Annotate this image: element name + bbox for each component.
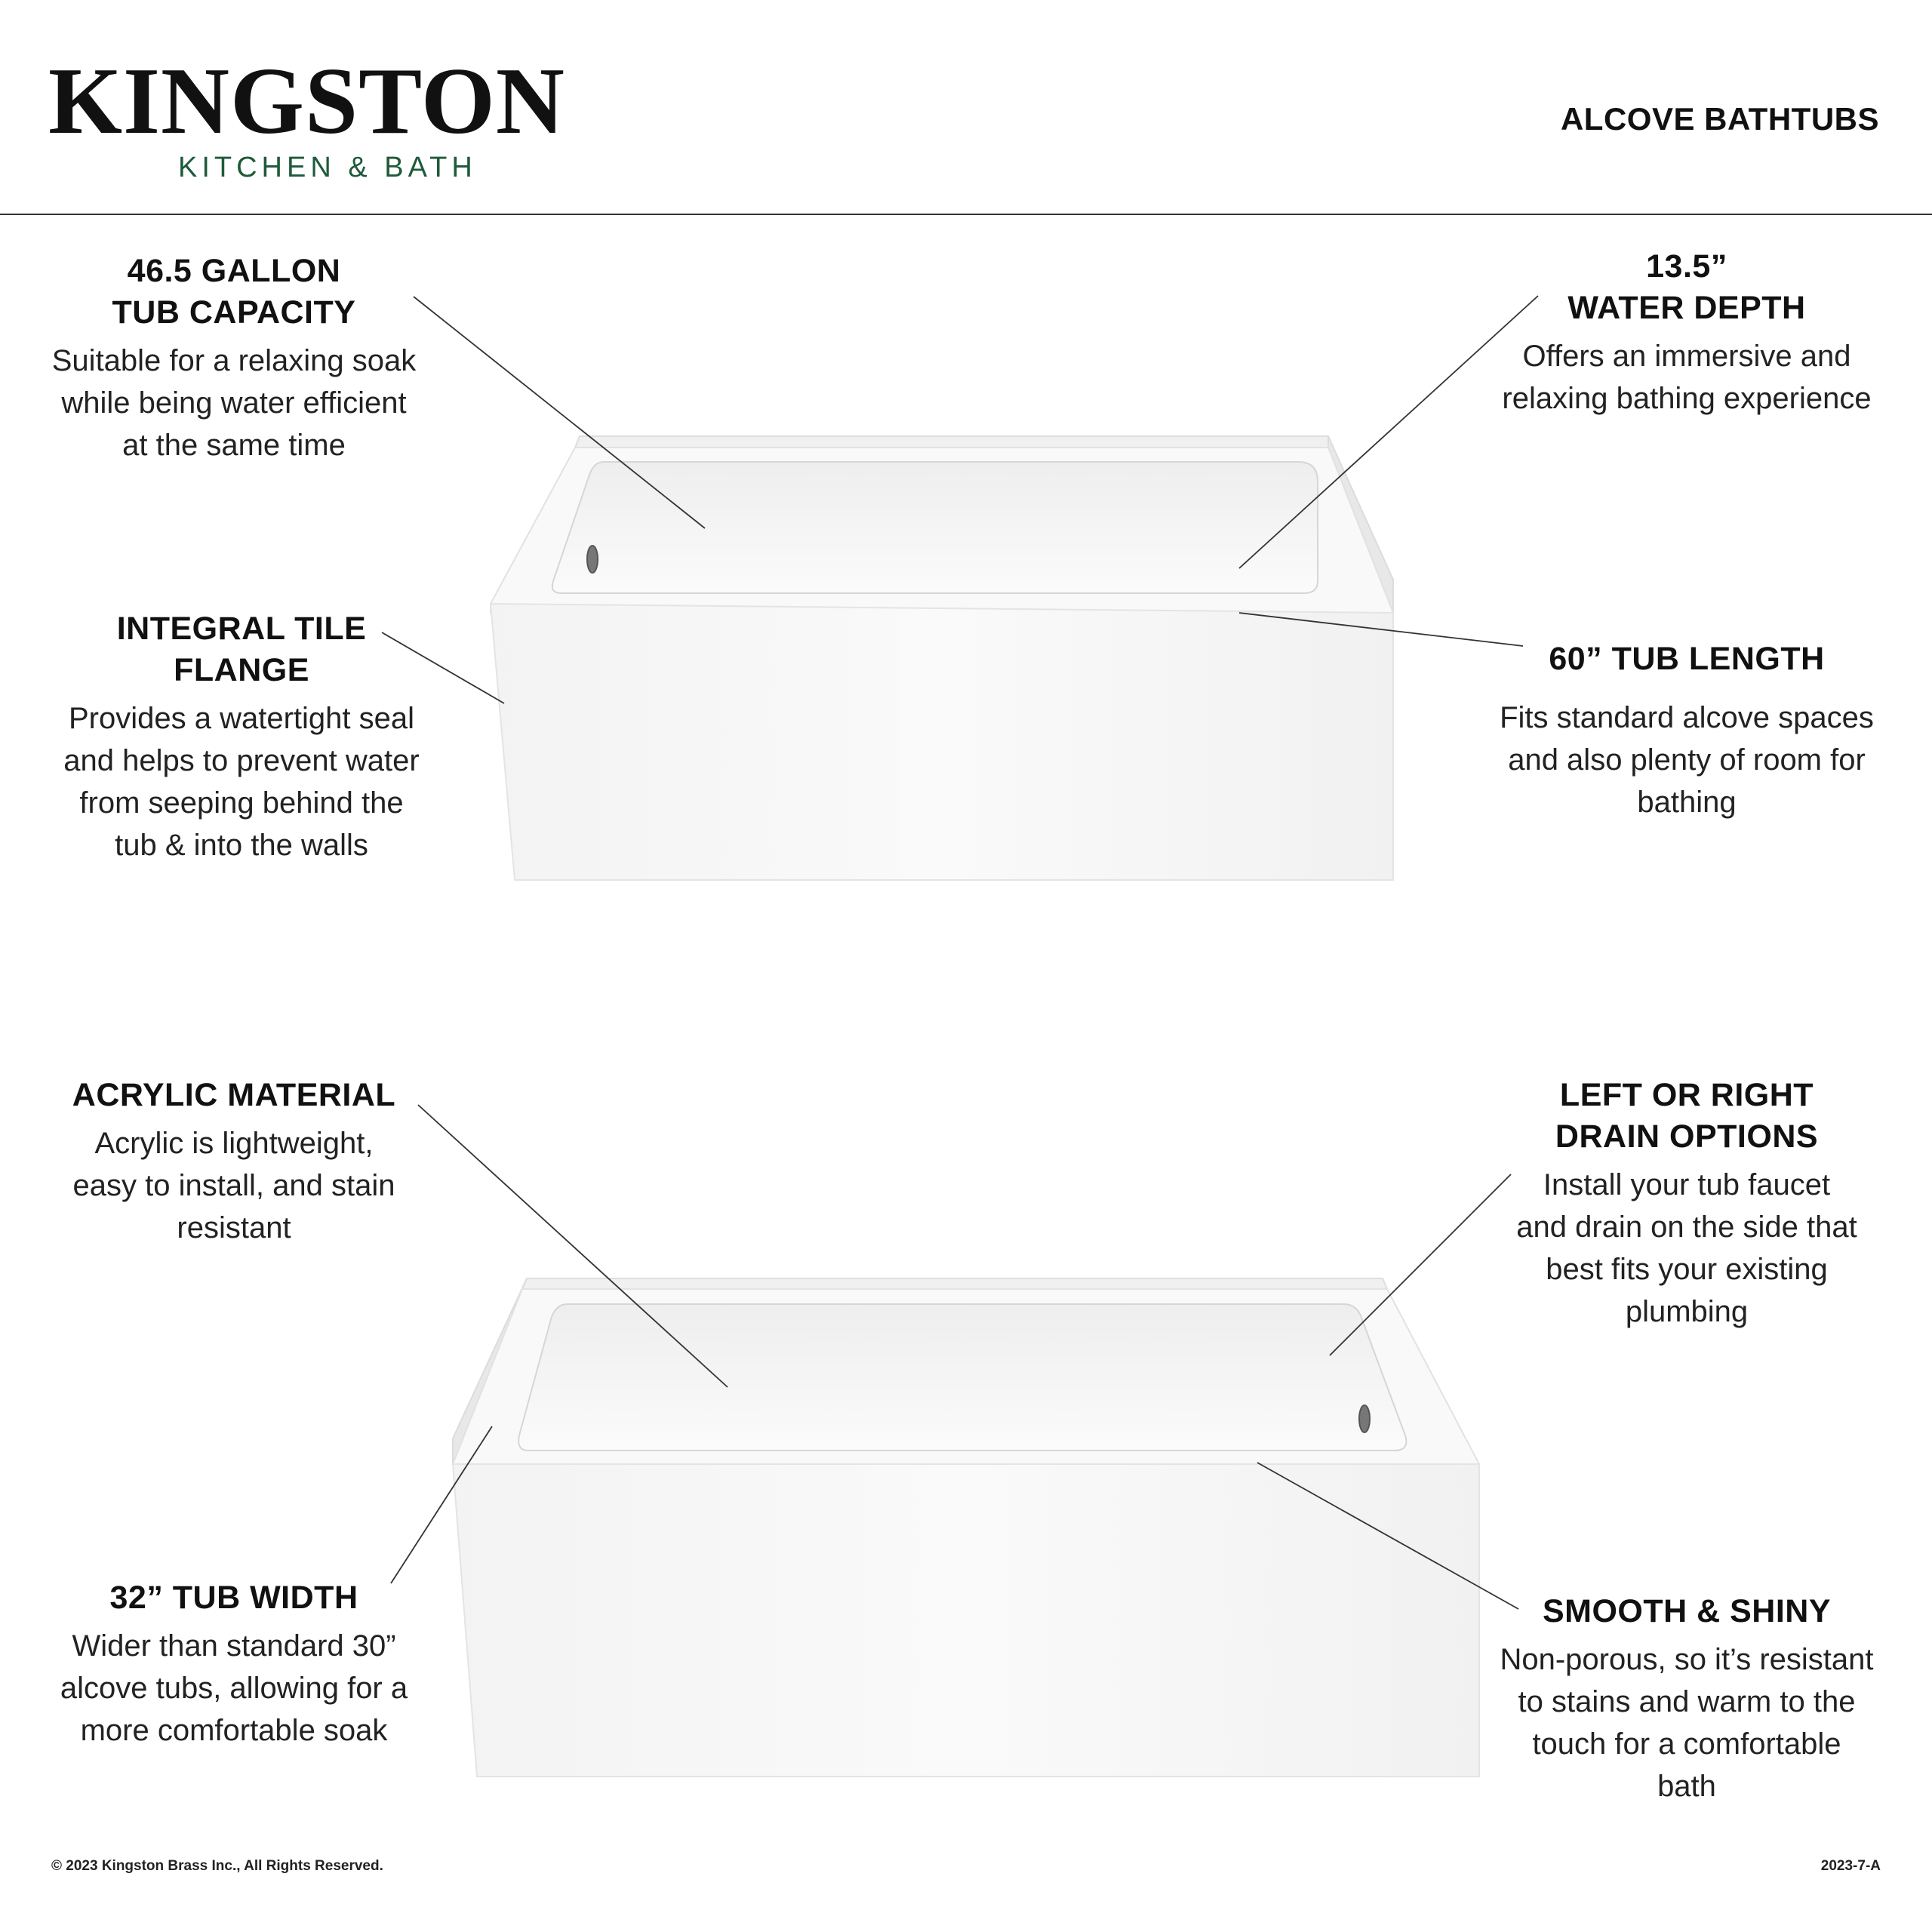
callout-title: 60” TUB LENGTH <box>1549 641 1825 677</box>
bathtub-right-drain <box>453 1278 1479 1777</box>
callout-description: Fits standard alcove spaces and also plenty of room for bathing <box>1500 701 1874 819</box>
callout-description: Wider than standard 30” alcove tubs, allowing for a more comfortable soak <box>60 1629 408 1747</box>
callout-description: Acrylic is lightweight, easy to install, and stain resistant <box>72 1127 395 1244</box>
copyright-notice: © 2023 Kingston Brass Inc., All Rights Reserved. <box>51 1858 383 1874</box>
callout-title: 46.5 GALLON <box>127 253 341 289</box>
callout-title: ACRYLIC MATERIAL <box>72 1077 396 1113</box>
callout-title: TUB CAPACITY <box>112 294 356 331</box>
callout-title: SMOOTH & SHINY <box>1542 1593 1832 1629</box>
bathtub-left-drain <box>491 436 1393 880</box>
callout-description: Provides a watertight seal and helps to prevent water from seeping behind the tub & into the walls <box>63 702 420 862</box>
callout-drain-options <box>1479 1075 1894 1333</box>
callout-title: INTEGRAL TILE <box>116 611 367 647</box>
callout-description: Suitable for a relaxing soak while being water efficient at the same time <box>51 344 417 462</box>
callout-tub-capacity <box>45 251 423 466</box>
brand-logo: KINGSTON <box>48 49 565 154</box>
callout-description: Non-porous, so it’s resistant to stains and warm to the touch for a comfortable bath <box>1500 1643 1874 1803</box>
callout-title: 13.5” <box>1646 248 1727 285</box>
document-code: 2023-7-A <box>1820 1858 1881 1874</box>
drain-overflow-icon <box>587 546 598 573</box>
page-category: ALCOVE BATHTUBS <box>1560 101 1879 137</box>
callout-title: FLANGE <box>174 652 309 688</box>
callout-smooth-shiny <box>1479 1591 1894 1807</box>
callout-tub-width <box>45 1577 423 1752</box>
drain-overflow-icon <box>1359 1405 1370 1432</box>
brand-tagline: KITCHEN & BATH <box>178 152 477 183</box>
callout-tile-flange <box>45 608 438 866</box>
callout-title: 32” TUB WIDTH <box>109 1580 358 1616</box>
callout-description: Install your tub faucet and drain on the side that best fits your existing plumbing <box>1516 1168 1857 1328</box>
callout-description: Offers an immersive and relaxing bathing experience <box>1502 340 1872 415</box>
callout-water-depth <box>1479 246 1894 420</box>
callout-title: LEFT OR RIGHT <box>1559 1077 1814 1113</box>
callout-title: WATER DEPTH <box>1567 290 1806 326</box>
callout-acrylic-material <box>45 1075 423 1249</box>
callout-title: DRAIN OPTIONS <box>1555 1118 1819 1155</box>
callout-tub-length <box>1479 638 1894 823</box>
